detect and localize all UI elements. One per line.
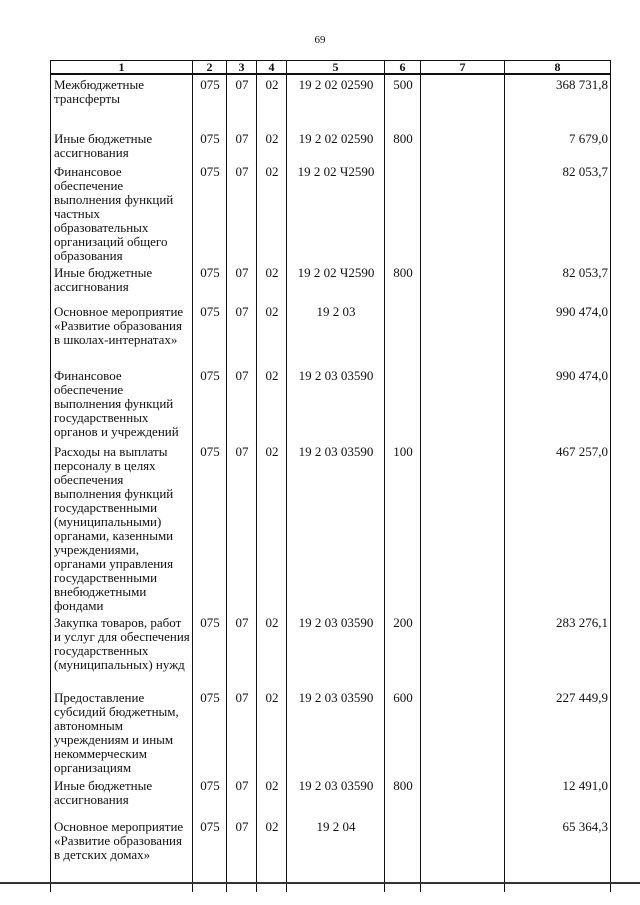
table-row bbox=[51, 776, 611, 817]
table-row bbox=[51, 688, 611, 776]
row-col-7 bbox=[421, 817, 505, 892]
row-target-article: 19 2 03 03590 bbox=[287, 613, 385, 688]
row-section: 07 bbox=[227, 613, 257, 688]
row-section: 07 bbox=[227, 263, 257, 302]
row-target-article: 19 2 02 02590 bbox=[287, 129, 385, 162]
row-ministry-code: 075 bbox=[193, 776, 227, 817]
row-name: Иные бюджетные ассигнования bbox=[51, 129, 193, 162]
row-col-7 bbox=[421, 613, 505, 688]
row-expense-type: 800 bbox=[385, 129, 421, 162]
row-ministry-code: 075 bbox=[193, 442, 227, 613]
header-col-4: 4 bbox=[257, 61, 287, 75]
row-col-7 bbox=[421, 129, 505, 162]
row-expense-type: 800 bbox=[385, 776, 421, 817]
header-col-5: 5 bbox=[287, 61, 385, 75]
header-col-2: 2 bbox=[193, 61, 227, 75]
table-row bbox=[51, 263, 611, 302]
row-target-article: 19 2 03 03590 bbox=[287, 442, 385, 613]
row-section: 07 bbox=[227, 366, 257, 442]
row-name: Финансовое обеспечение выполнения функций частных образовательных организаций общего образования bbox=[51, 162, 193, 263]
row-col-7 bbox=[421, 776, 505, 817]
row-amount: 227 449,9 bbox=[505, 688, 611, 776]
row-col-7 bbox=[421, 442, 505, 613]
row-target-article: 19 2 02 02590 bbox=[287, 74, 385, 129]
table-row bbox=[51, 74, 611, 129]
row-amount: 990 474,0 bbox=[505, 302, 611, 366]
row-expense-type bbox=[385, 302, 421, 366]
row-expense-type: 100 bbox=[385, 442, 421, 613]
row-amount: 12 491,0 bbox=[505, 776, 611, 817]
row-col-7 bbox=[421, 688, 505, 776]
row-subsection: 02 bbox=[257, 442, 287, 613]
row-subsection: 02 bbox=[257, 817, 287, 892]
row-amount: 7 679,0 bbox=[505, 129, 611, 162]
row-expense-type: 800 bbox=[385, 263, 421, 302]
row-section: 07 bbox=[227, 74, 257, 129]
page-number: 69 bbox=[314, 34, 326, 46]
row-subsection: 02 bbox=[257, 688, 287, 776]
row-section: 07 bbox=[227, 442, 257, 613]
row-amount: 82 053,7 bbox=[505, 263, 611, 302]
table-row bbox=[51, 366, 611, 442]
row-expense-type bbox=[385, 162, 421, 263]
row-name: Закупка товаров, работ и услуг для обеспечения государственных (муниципальных) нужд bbox=[51, 613, 193, 688]
row-target-article: 19 2 03 03590 bbox=[287, 366, 385, 442]
row-section: 07 bbox=[227, 817, 257, 892]
table-row bbox=[51, 613, 611, 688]
table-row bbox=[51, 442, 611, 613]
row-expense-type bbox=[385, 366, 421, 442]
row-section: 07 bbox=[227, 162, 257, 263]
row-subsection: 02 bbox=[257, 162, 287, 263]
header-col-1: 1 bbox=[51, 61, 193, 75]
row-subsection: 02 bbox=[257, 263, 287, 302]
row-ministry-code: 075 bbox=[193, 302, 227, 366]
row-subsection: 02 bbox=[257, 613, 287, 688]
row-subsection: 02 bbox=[257, 776, 287, 817]
row-ministry-code: 075 bbox=[193, 129, 227, 162]
row-name: Иные бюджетные ассигнования bbox=[51, 263, 193, 302]
row-col-7 bbox=[421, 74, 505, 129]
row-amount: 368 731,8 bbox=[505, 74, 611, 129]
row-name: Иные бюджетные ассигнования bbox=[51, 776, 193, 817]
row-expense-type: 200 bbox=[385, 613, 421, 688]
row-section: 07 bbox=[227, 688, 257, 776]
table-row bbox=[51, 817, 611, 892]
row-name: Основное мероприятие «Развитие образования в детских домах» bbox=[51, 817, 193, 892]
row-ministry-code: 075 bbox=[193, 366, 227, 442]
row-subsection: 02 bbox=[257, 129, 287, 162]
row-expense-type bbox=[385, 817, 421, 892]
row-ministry-code: 075 bbox=[193, 688, 227, 776]
row-target-article: 19 2 03 03590 bbox=[287, 776, 385, 817]
row-amount: 467 257,0 bbox=[505, 442, 611, 613]
row-ministry-code: 075 bbox=[193, 613, 227, 688]
row-ministry-code: 075 bbox=[193, 817, 227, 892]
row-subsection: 02 bbox=[257, 74, 287, 129]
table-row bbox=[51, 302, 611, 366]
page-bottom-rule bbox=[0, 882, 640, 884]
table-row bbox=[51, 129, 611, 162]
row-section: 07 bbox=[227, 302, 257, 366]
row-expense-type: 600 bbox=[385, 688, 421, 776]
row-name: Основное мероприятие «Развитие образования в школах-интернатах» bbox=[51, 302, 193, 366]
row-subsection: 02 bbox=[257, 302, 287, 366]
row-name: Финансовое обеспечение выполнения функций государственных органов и учреждений bbox=[51, 366, 193, 442]
row-amount: 82 053,7 bbox=[505, 162, 611, 263]
header-row bbox=[51, 61, 611, 75]
budget-table bbox=[50, 60, 611, 892]
row-target-article: 19 2 04 bbox=[287, 817, 385, 892]
row-amount: 65 364,3 bbox=[505, 817, 611, 892]
header-col-3: 3 bbox=[227, 61, 257, 75]
row-name: Предоставление субсидий бюджетным, автономным учреждениям и иным некоммерческим организациям bbox=[51, 688, 193, 776]
row-col-7 bbox=[421, 366, 505, 442]
row-target-article: 19 2 02 Ч2590 bbox=[287, 162, 385, 263]
row-col-7 bbox=[421, 302, 505, 366]
row-subsection: 02 bbox=[257, 366, 287, 442]
row-amount: 990 474,0 bbox=[505, 366, 611, 442]
row-section: 07 bbox=[227, 776, 257, 817]
row-ministry-code: 075 bbox=[193, 74, 227, 129]
row-expense-type: 500 bbox=[385, 74, 421, 129]
row-section: 07 bbox=[227, 129, 257, 162]
table-row bbox=[51, 162, 611, 263]
header-col-8: 8 bbox=[505, 61, 611, 75]
row-target-article: 19 2 03 03590 bbox=[287, 688, 385, 776]
row-amount: 283 276,1 bbox=[505, 613, 611, 688]
row-ministry-code: 075 bbox=[193, 162, 227, 263]
header-col-7: 7 bbox=[421, 61, 505, 75]
row-ministry-code: 075 bbox=[193, 263, 227, 302]
row-target-article: 19 2 03 bbox=[287, 302, 385, 366]
row-target-article: 19 2 02 Ч2590 bbox=[287, 263, 385, 302]
row-name: Расходы на выплаты персоналу в целях обеспечения выполнения функций государственными (муниципальными) органами, казенными учреждениями, органами управления государственными внебюджетными фондами bbox=[51, 442, 193, 613]
row-col-7 bbox=[421, 162, 505, 263]
row-col-7 bbox=[421, 263, 505, 302]
header-col-6: 6 bbox=[385, 61, 421, 75]
row-name: Межбюджетные трансферты bbox=[51, 74, 193, 129]
